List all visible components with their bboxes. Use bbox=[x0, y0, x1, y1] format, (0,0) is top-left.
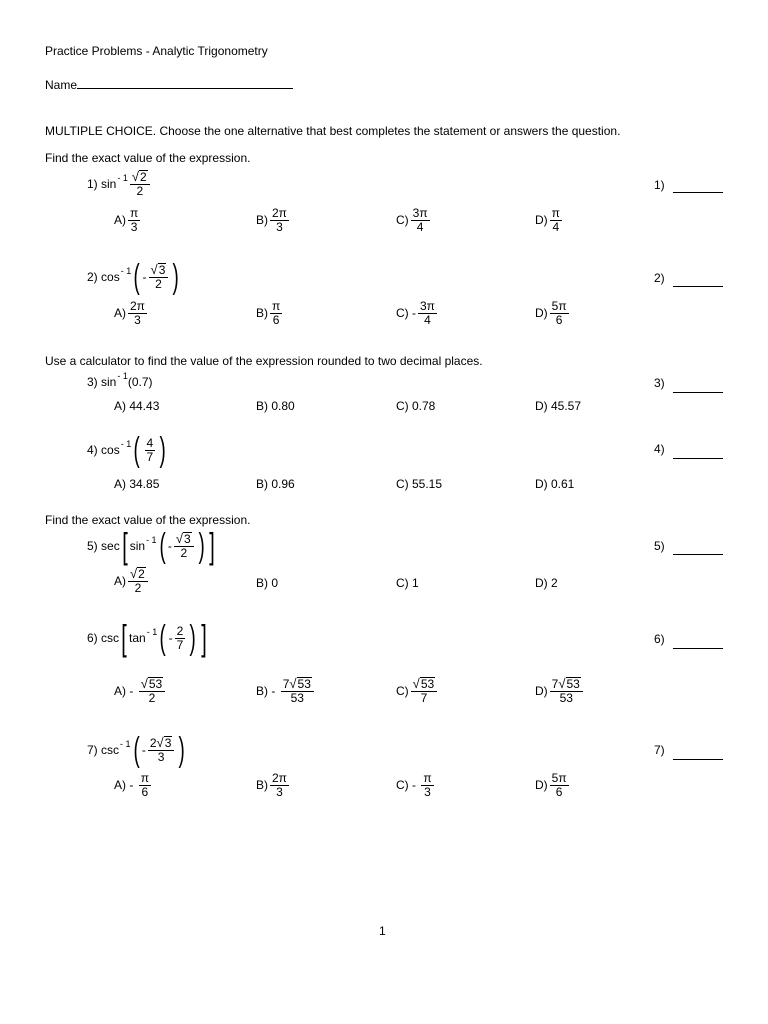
radicand: 2 bbox=[138, 567, 145, 581]
numerator: 3π bbox=[412, 206, 428, 220]
numerator: 5π bbox=[551, 771, 567, 785]
question-6 bbox=[87, 617, 209, 658]
question-number: 6) bbox=[87, 631, 98, 645]
choice-5b[interactable]: B) 0 bbox=[256, 576, 279, 590]
numerator: π bbox=[140, 771, 149, 785]
denominator: 6 bbox=[141, 784, 149, 799]
right-bracket: ] bbox=[209, 525, 215, 566]
choice-2c[interactable] bbox=[396, 300, 439, 326]
choice-label: A) - bbox=[114, 778, 134, 793]
denominator: 4 bbox=[552, 219, 560, 234]
choice-label: B) bbox=[256, 213, 268, 228]
answer-blank-5[interactable] bbox=[673, 553, 723, 555]
denominator: 3 bbox=[424, 784, 431, 799]
denominator: 2 bbox=[155, 277, 162, 291]
choice-6c[interactable]: C) √ 53 7 bbox=[396, 677, 439, 704]
denominator: 6 bbox=[555, 312, 563, 327]
choice-7d[interactable] bbox=[535, 772, 571, 798]
choice-label: D) bbox=[535, 778, 548, 793]
inverse-superscript: - 1 bbox=[117, 172, 128, 183]
choice-label: C) - bbox=[396, 778, 416, 793]
fraction: 2 √ 3 3 bbox=[148, 736, 175, 763]
radicand: 3 bbox=[158, 263, 166, 278]
choice-5c[interactable]: C) 1 bbox=[396, 576, 419, 590]
left-paren: ( bbox=[159, 527, 166, 565]
coefficient: 7 bbox=[551, 677, 559, 691]
choice-1c[interactable] bbox=[396, 207, 432, 233]
choice-label: B) bbox=[256, 306, 268, 321]
choice-6a[interactable]: A) - √ 53 2 bbox=[114, 677, 167, 704]
choice-5a[interactable]: A) √ 2 2 bbox=[114, 567, 150, 594]
right-bracket: ] bbox=[200, 617, 207, 658]
fraction: √ 3 2 bbox=[149, 263, 169, 290]
left-paren: ( bbox=[133, 731, 140, 769]
denominator: 3 bbox=[276, 784, 283, 799]
choice-1b[interactable] bbox=[256, 207, 291, 233]
answer-blank-1[interactable] bbox=[673, 191, 723, 193]
answer-number-6: 6) bbox=[654, 632, 665, 646]
denominator: 2 bbox=[148, 690, 156, 705]
denominator: 3 bbox=[130, 219, 138, 234]
right-paren: ) bbox=[159, 431, 167, 469]
inner-func-name: tan bbox=[129, 631, 146, 645]
choice-label: D) bbox=[535, 683, 548, 698]
question-number: 2) bbox=[87, 270, 98, 284]
answer-blank-6[interactable] bbox=[673, 647, 723, 649]
answer-number-3: 3) bbox=[654, 376, 665, 390]
radicand: 53 bbox=[297, 677, 311, 691]
fraction: √ 2 2 bbox=[130, 170, 150, 197]
choice-label: B) - bbox=[256, 683, 276, 698]
numerator: 2 bbox=[176, 623, 184, 638]
choice-label: D) bbox=[535, 306, 548, 321]
question-2 bbox=[87, 260, 182, 294]
question-number: 3) bbox=[87, 375, 98, 389]
denominator: 3 bbox=[157, 750, 165, 764]
choice-5d[interactable]: D) 2 bbox=[535, 576, 558, 590]
choice-label: A) bbox=[114, 213, 126, 228]
choice-3a[interactable]: A) 44.43 bbox=[114, 399, 160, 413]
choice-3d[interactable]: D) 45.57 bbox=[535, 399, 582, 413]
right-paren: ) bbox=[172, 258, 180, 296]
argument: (0.7) bbox=[127, 375, 153, 389]
question-number: 1) bbox=[87, 176, 98, 191]
denominator: 2 bbox=[136, 183, 144, 198]
func-name: csc bbox=[101, 743, 120, 757]
answer-number-1: 1) bbox=[654, 178, 665, 192]
choice-label: D) bbox=[535, 213, 548, 228]
radicand: 2 bbox=[140, 170, 147, 184]
answer-blank-3[interactable] bbox=[673, 391, 723, 393]
numerator: 2π bbox=[272, 771, 287, 785]
inverse-superscript: - 1 bbox=[120, 439, 132, 449]
numerator: 2π bbox=[272, 206, 287, 220]
inverse-superscript: - 1 bbox=[120, 739, 131, 749]
question-7 bbox=[87, 733, 188, 767]
choice-7b[interactable] bbox=[256, 772, 291, 798]
denominator: 7 bbox=[146, 449, 154, 464]
question-5 bbox=[87, 525, 217, 566]
radicand: 3 bbox=[164, 736, 172, 751]
instructions: MULTIPLE CHOICE. Choose the one alternative that best completes the statement or answers the question. bbox=[45, 124, 621, 138]
answer-number-7: 7) bbox=[654, 743, 665, 757]
choice-4b[interactable]: B) 0.96 bbox=[256, 477, 295, 491]
coefficient: 2 bbox=[149, 736, 157, 751]
func-name: cos bbox=[101, 270, 120, 284]
name-blank-line bbox=[77, 76, 293, 89]
numerator: π bbox=[272, 299, 281, 313]
denominator: 4 bbox=[424, 312, 431, 327]
answer-number-4: 4) bbox=[654, 442, 665, 456]
choice-label: C) bbox=[396, 683, 409, 698]
choice-3b[interactable]: B) 0.80 bbox=[256, 399, 295, 413]
choice-label: B) bbox=[256, 778, 268, 793]
choice-label: A) bbox=[114, 306, 126, 321]
page-number: 1 bbox=[379, 924, 386, 938]
numerator: 4 bbox=[146, 435, 154, 450]
choice-2b[interactable] bbox=[256, 300, 284, 326]
sign: - bbox=[142, 270, 147, 284]
numerator: 2π bbox=[130, 299, 145, 313]
section-heading-exact-2: Find the exact value of the expression. bbox=[45, 513, 251, 527]
func-name: cos bbox=[101, 443, 120, 457]
denominator: 53 bbox=[559, 690, 573, 705]
choice-7c[interactable] bbox=[396, 772, 436, 798]
answer-number-2: 2) bbox=[654, 271, 665, 285]
document-title: Practice Problems - Analytic Trigonometry bbox=[45, 44, 268, 58]
inverse-superscript: - 1 bbox=[117, 371, 128, 381]
choice-label: C) bbox=[396, 213, 409, 228]
choice-2a[interactable] bbox=[114, 300, 149, 326]
numerator: 5π bbox=[551, 299, 567, 313]
question-4 bbox=[87, 433, 169, 467]
choice-label: A) bbox=[114, 573, 126, 588]
denominator: 6 bbox=[272, 312, 280, 327]
inverse-superscript: - 1 bbox=[146, 627, 158, 637]
question-number: 5) bbox=[87, 539, 98, 553]
denominator: 3 bbox=[276, 219, 283, 234]
left-bracket: [ bbox=[121, 525, 128, 566]
sign: - bbox=[141, 743, 146, 757]
choice-1a[interactable] bbox=[114, 207, 142, 233]
section-heading-calculator: Use a calculator to find the value of the expression rounded to two decimal places. bbox=[45, 354, 483, 368]
denominator: 3 bbox=[134, 312, 141, 327]
choice-2d[interactable] bbox=[535, 300, 571, 326]
numerator: π bbox=[423, 771, 432, 785]
func-name: sec bbox=[101, 539, 120, 553]
choice-4a[interactable]: A) 34.85 bbox=[114, 477, 160, 491]
name-field bbox=[45, 76, 293, 92]
choice-3c[interactable]: C) 0.78 bbox=[396, 399, 436, 413]
choice-4c[interactable]: C) 55.15 bbox=[396, 477, 443, 491]
denominator: 6 bbox=[555, 784, 563, 799]
left-bracket: [ bbox=[121, 617, 127, 658]
func-name: sin bbox=[101, 375, 117, 389]
fraction bbox=[175, 625, 186, 651]
choice-7a[interactable] bbox=[114, 772, 153, 798]
section-heading-exact-1: Find the exact value of the expression. bbox=[45, 151, 251, 165]
answer-number-5: 5) bbox=[654, 539, 665, 553]
left-paren: ( bbox=[159, 619, 167, 657]
denominator: 7 bbox=[176, 637, 184, 652]
inverse-superscript: - 1 bbox=[120, 266, 132, 276]
radicand: 53 bbox=[566, 677, 580, 691]
denominator: 2 bbox=[180, 546, 188, 560]
question-number: 7) bbox=[87, 743, 98, 757]
func-name: sin bbox=[101, 176, 117, 191]
answer-blank-2[interactable] bbox=[673, 285, 723, 287]
numerator: π bbox=[130, 206, 139, 220]
question-number: 4) bbox=[87, 443, 98, 457]
sign: - bbox=[167, 539, 172, 553]
denominator: 2 bbox=[134, 580, 142, 595]
name-label: Name bbox=[45, 78, 78, 92]
choice-1d[interactable] bbox=[535, 207, 564, 233]
coefficient: 7 bbox=[282, 677, 290, 691]
sign: - bbox=[168, 631, 173, 645]
right-paren: ) bbox=[189, 619, 197, 657]
denominator: 7 bbox=[420, 690, 428, 705]
denominator: 53 bbox=[290, 690, 304, 705]
func-name: csc bbox=[101, 631, 120, 645]
inner-func-name: sin bbox=[129, 539, 146, 553]
choice-6d[interactable]: D) 7 √ 53 53 bbox=[535, 677, 585, 704]
fraction bbox=[145, 437, 156, 463]
question-1 bbox=[87, 170, 152, 197]
question-3 bbox=[87, 371, 153, 389]
choice-label: A) - bbox=[114, 683, 134, 698]
denominator: 4 bbox=[416, 219, 424, 234]
fraction: √ 3 2 bbox=[174, 532, 194, 559]
left-paren: ( bbox=[133, 258, 140, 296]
choice-6b[interactable]: B) - 7 √ 53 53 bbox=[256, 677, 316, 704]
answer-blank-4[interactable] bbox=[673, 457, 723, 459]
inverse-superscript: - 1 bbox=[146, 535, 157, 545]
choice-label: C) - bbox=[396, 306, 416, 321]
radicand: 3 bbox=[184, 532, 191, 547]
answer-blank-7[interactable] bbox=[673, 758, 723, 760]
radicand: 53 bbox=[420, 677, 435, 691]
right-paren: ) bbox=[178, 731, 186, 769]
numerator: 3π bbox=[420, 299, 435, 313]
left-paren: ( bbox=[133, 431, 140, 469]
numerator: π bbox=[551, 206, 560, 220]
choice-4d[interactable]: D) 0.61 bbox=[535, 477, 575, 491]
radicand: 53 bbox=[148, 677, 163, 691]
right-paren: ) bbox=[198, 527, 205, 565]
